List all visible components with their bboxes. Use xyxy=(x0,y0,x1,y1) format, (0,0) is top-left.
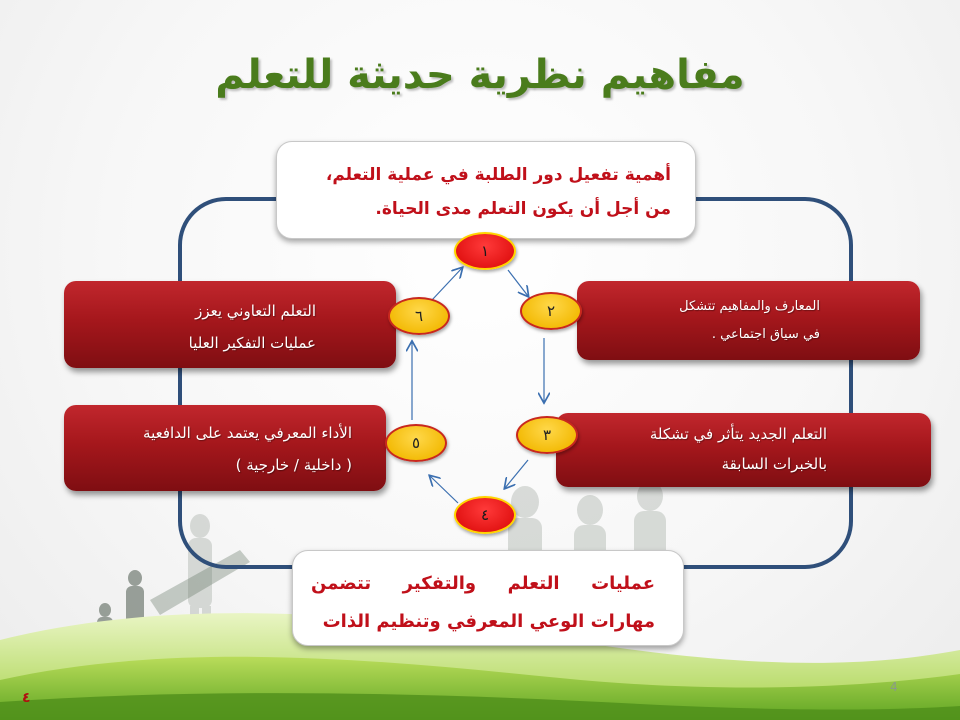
arrow-4-to-5 xyxy=(430,476,458,503)
top-statement-line-1: أهمية تفعيل دور الطلبة في عملية التعلم، xyxy=(325,165,671,185)
arrow-6-to-1 xyxy=(432,268,462,300)
concept-line-1: التعلم الجديد يتأثر في تشكلة xyxy=(649,425,827,443)
step-3-badge: ٣ xyxy=(516,416,578,454)
concept-line-1: الأداء المعرفي يعتمد على الدافعية xyxy=(143,424,352,442)
step-6-badge: ٦ xyxy=(388,297,450,335)
concept-line-2: في سياق اجتماعي . xyxy=(711,327,820,342)
bottom-statement-line-2: مهارات الوعي المعرفي وتنظيم الذات xyxy=(322,611,655,632)
concept-line-2: عمليات التفكير العليا xyxy=(188,334,316,352)
step-2-badge: ٢ xyxy=(520,292,582,330)
page-number: 4 xyxy=(890,680,898,694)
step-5-badge: ٥ xyxy=(385,424,447,462)
bottom-statement-line-1: عمليات التعلم والتفكير تتضمن xyxy=(311,573,655,594)
concept-line-2: ( داخلية / خارجية ) xyxy=(235,456,352,474)
top-statement-line-2: من أجل أن يكون التعلم مدى الحياة. xyxy=(375,199,671,219)
concept-line-1: المعارف والمفاهيم تتشكل xyxy=(679,299,820,314)
step-1-badge: ١ xyxy=(454,232,516,270)
step-4-badge: ٤ xyxy=(454,496,516,534)
concept-line-2: بالخبرات السابقة xyxy=(721,455,827,473)
slide-title: مفاهيم نظرية حديثة للتعلم xyxy=(215,52,745,98)
concept-line-1: التعلم التعاوني يعزز xyxy=(195,302,316,320)
slide-number-glyph: ٤ xyxy=(22,690,31,706)
arrow-1-to-2 xyxy=(508,270,528,296)
arrow-3-to-4 xyxy=(505,460,528,488)
